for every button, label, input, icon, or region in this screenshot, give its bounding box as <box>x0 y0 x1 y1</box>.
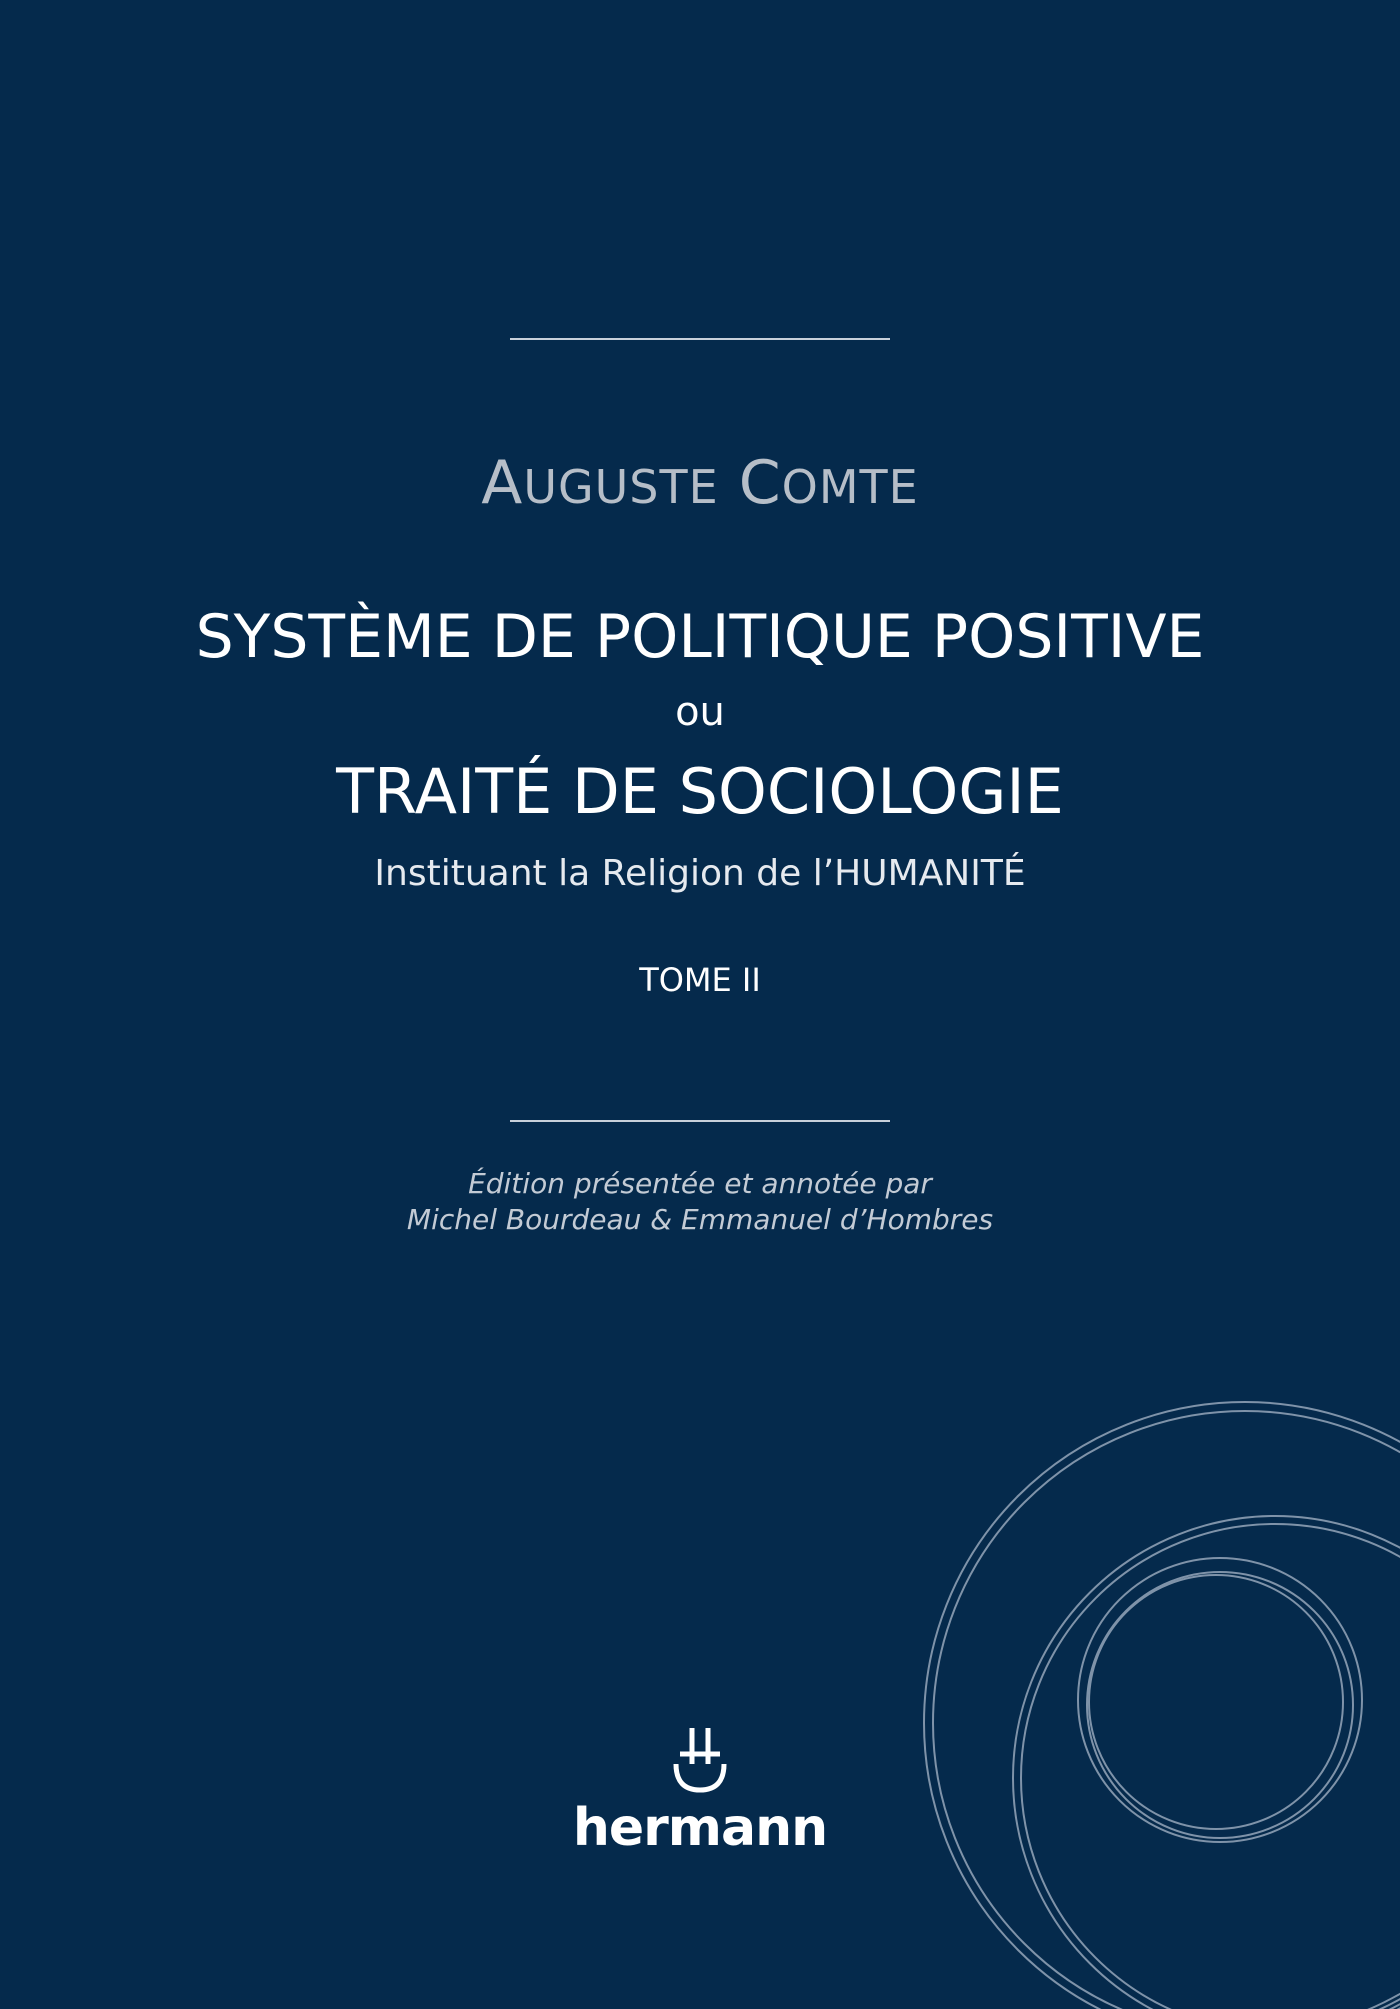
publisher-wordmark: hermann <box>572 1798 828 1858</box>
book-title: SYSTÈME DE POLITIQUE POSITIVE <box>195 602 1205 672</box>
title-connector: ou <box>675 689 725 735</box>
edition-note: Édition présentée et annotée par <box>468 1167 932 1200</box>
author-first-initial: A <box>481 448 524 518</box>
author-last-initial: C <box>738 448 782 518</box>
hermann-logo-icon <box>650 1724 750 1798</box>
book-subtitle: Instituant la Religion de l’HUMANITÉ <box>374 853 1026 894</box>
book-alternate-title: TRAITÉ DE SOCIOLOGIE <box>336 755 1064 828</box>
author-last-rest: OMTE <box>781 460 919 514</box>
author-first-rest: UGUSTE <box>523 460 719 514</box>
editors-names: Michel Bourdeau & Emmanuel d’Hombres <box>406 1203 994 1236</box>
volume-label: TOME II <box>639 961 761 999</box>
